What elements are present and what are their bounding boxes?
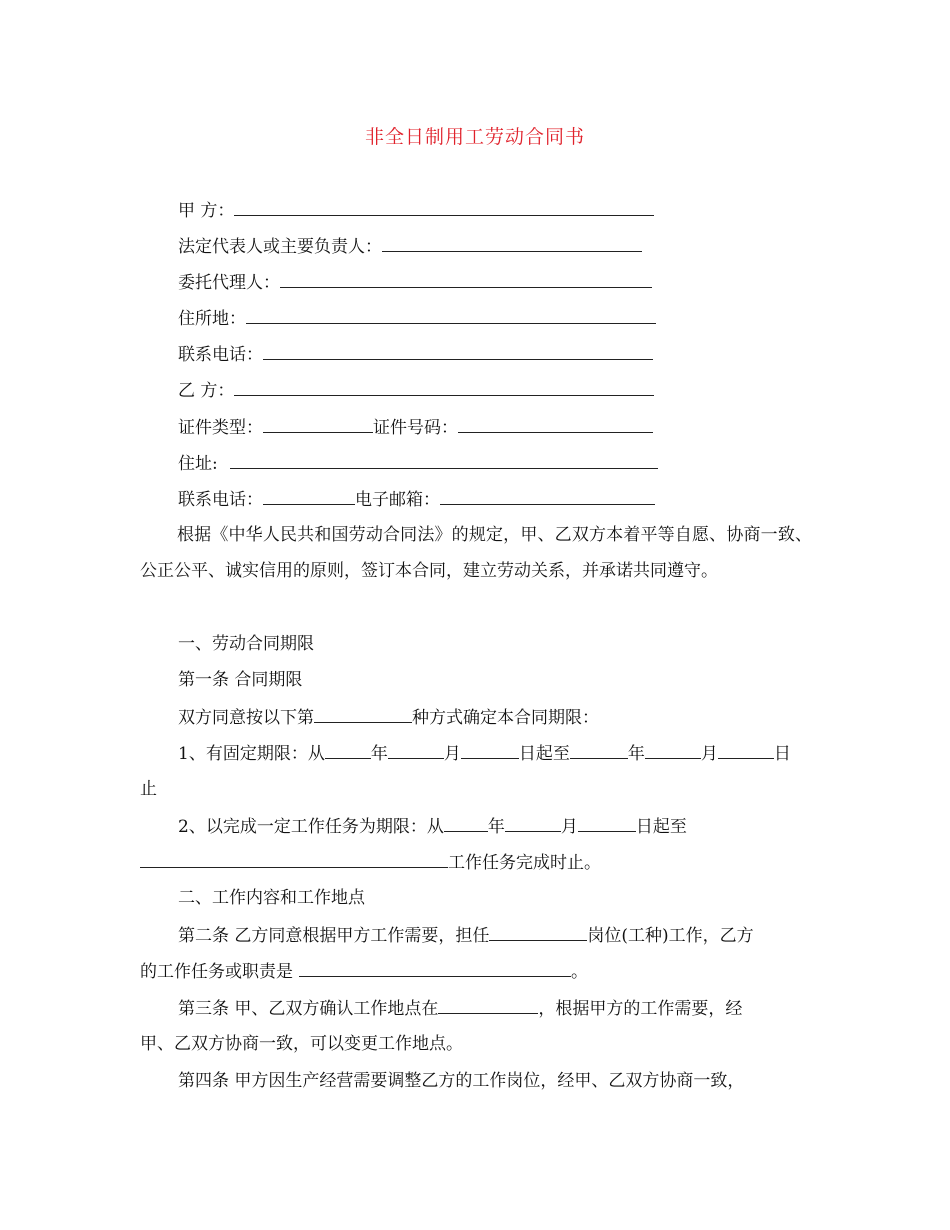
option-2-end xyxy=(140,850,601,875)
blank-line xyxy=(440,487,655,505)
field-label: 证件类型： xyxy=(178,418,263,438)
blank-line xyxy=(458,415,653,433)
option-1 xyxy=(178,741,791,766)
field-legal-rep xyxy=(178,234,642,259)
field-label: 住所地： xyxy=(178,309,246,329)
field-agent xyxy=(178,270,652,295)
blank-line xyxy=(578,814,636,832)
text: 。 xyxy=(571,962,588,982)
blank-line xyxy=(263,342,653,360)
article-3-line-1 xyxy=(178,996,742,1021)
text: 岗位(工种)工作，乙方 xyxy=(587,926,754,946)
field-label: 乙 方： xyxy=(178,381,235,401)
blank-line xyxy=(718,741,774,759)
article-3-line-2: 甲、乙双方协商一致，可以变更工作地点。 xyxy=(140,1034,463,1054)
blank-line xyxy=(388,741,444,759)
blank-line xyxy=(230,451,658,469)
field-label: 住址: xyxy=(178,454,218,474)
text: 年 xyxy=(487,817,505,837)
blank-line xyxy=(280,270,652,288)
text: 第二条 乙方同意根据甲方工作需要，担任 xyxy=(178,926,490,946)
document-title: 非全日制用工劳动合同书 xyxy=(364,126,585,148)
text: 日起至 xyxy=(518,744,570,764)
text: ，根据甲方的工作需要，经 xyxy=(538,999,743,1019)
text: 1、有固定期限：从 xyxy=(178,744,325,764)
option-1-end: 止 xyxy=(140,779,157,799)
blank-line xyxy=(325,741,371,759)
field-address xyxy=(178,451,658,476)
blank-line xyxy=(299,959,571,977)
field-contact-b xyxy=(178,487,655,512)
field-label: 法定代表人或主要负责人： xyxy=(178,237,382,257)
blank-line xyxy=(438,996,538,1014)
article-2-line-2 xyxy=(140,959,588,984)
blank-line xyxy=(489,923,587,941)
blank-line xyxy=(234,378,654,396)
text: 2、以完成一定工作任务为期限：从 xyxy=(178,817,444,837)
field-label: 甲 方： xyxy=(178,201,235,221)
text: 月 xyxy=(560,817,578,837)
blank-line xyxy=(140,850,448,868)
section-heading-2: 二、工作内容和工作地点 xyxy=(178,888,365,908)
blank-line xyxy=(444,814,488,832)
text: 月 xyxy=(700,744,718,764)
text: 日 xyxy=(773,744,791,764)
field-label: 委托代理人： xyxy=(178,273,280,293)
blank-line xyxy=(246,306,656,324)
text: 年 xyxy=(627,744,645,764)
article-2-line-1 xyxy=(178,923,754,948)
option-2 xyxy=(178,814,687,839)
text: 年 xyxy=(370,744,388,764)
field-label: 电子邮箱： xyxy=(355,490,440,510)
text: 月 xyxy=(443,744,461,764)
blank-line xyxy=(263,487,355,505)
intro-paragraph: 根据《中华人民共和国劳动合同法》的规定，甲、乙双方本着平等自愿、协商一致、公正公平、诚实信用的原则，签订本合同，建立劳动关系，并承诺共同遵守。 xyxy=(140,525,812,581)
blank-line xyxy=(505,814,561,832)
text: 第三条 甲、乙双方确认工作地点在 xyxy=(178,999,439,1019)
blank-line xyxy=(314,705,412,723)
field-party-b xyxy=(178,378,654,403)
text: 工作任务完成时止。 xyxy=(448,853,601,873)
text: 双方同意按以下第 xyxy=(178,708,314,728)
text: 日起至 xyxy=(635,817,687,837)
field-residence xyxy=(178,306,656,331)
article-4-line-1: 第四条 甲方因生产经营需要调整乙方的工作岗位，经甲、乙双方协商一致， xyxy=(178,1071,745,1091)
text: 的工作任务或职责是 xyxy=(140,962,293,982)
field-label: 证件号码： xyxy=(373,418,458,438)
blank-line xyxy=(382,234,642,252)
blank-line xyxy=(461,741,519,759)
field-label: 联系电话： xyxy=(178,490,263,510)
field-id xyxy=(178,415,653,440)
field-party-a xyxy=(178,198,654,223)
blank-line xyxy=(645,741,701,759)
field-phone-a xyxy=(178,342,653,367)
text: 种方式确定本合同期限： xyxy=(412,708,599,728)
blank-line xyxy=(234,198,654,216)
article-1-title: 第一条 合同期限 xyxy=(178,670,303,690)
section-heading-1: 一、劳动合同期限 xyxy=(178,634,314,654)
blank-line xyxy=(570,741,628,759)
field-label: 联系电话： xyxy=(178,345,263,365)
blank-line xyxy=(263,415,373,433)
article-1-intro xyxy=(178,705,599,730)
